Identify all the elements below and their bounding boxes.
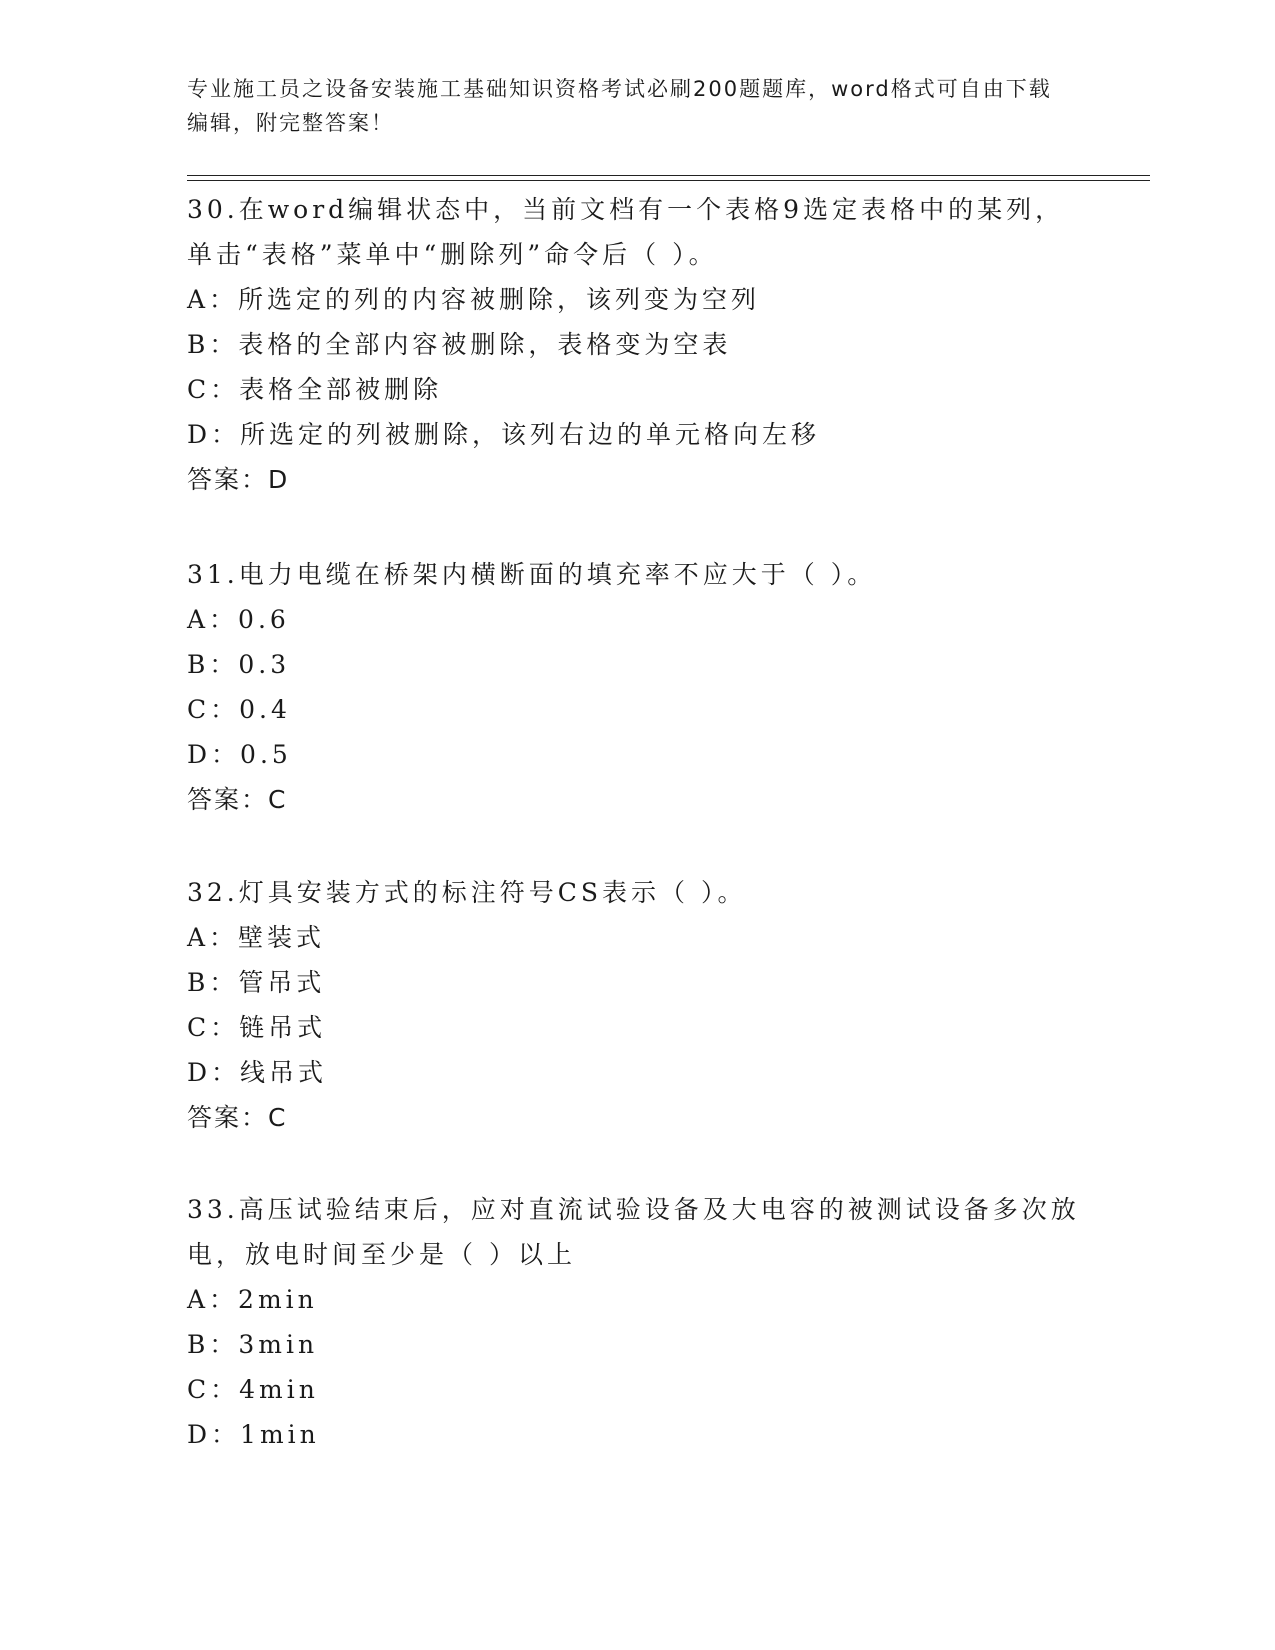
answer-label: 答案：D [187,465,290,494]
answer-label: 答案：C [187,785,288,814]
header-divider-top [187,175,1150,176]
option-b: B：3min [187,1330,319,1359]
option-c: C：4min [187,1375,319,1404]
option-a: A：壁装式 [187,923,326,952]
answer-label: 答案：C [187,1103,288,1132]
question-32 [187,870,1087,1140]
option-b: B：表格的全部内容被删除，表格变为空表 [187,330,732,359]
option-a: A：2min [187,1285,318,1314]
question-stem: 32.灯具安装方式的标注符号CS表示（ ）。 [187,878,747,907]
option-d: D：1min [187,1420,320,1449]
option-c: C：链吊式 [187,1013,327,1042]
header-divider-bottom [187,180,1150,181]
question-31 [187,552,1087,822]
question-33 [187,1187,1087,1457]
option-d: D：线吊式 [187,1058,328,1087]
option-b: B：管吊式 [187,968,326,997]
option-a: A：所选定的列的内容被删除，该列变为空列 [187,285,761,314]
option-d: D：所选定的列被删除，该列右边的单元格向左移 [187,420,821,449]
header-title: 专业施工员之设备安装施工基础知识资格考试必刷200题题库，word格式可自由下载编辑，附完整答案！ [187,77,1052,135]
option-d: D：0.5 [187,740,292,769]
document-header [187,72,1067,140]
question-stem: 30.在word编辑状态中，当前文档有一个表格9选定表格中的某列，单击“表格”菜单中“删除列”命令后（ ）。 [187,195,1065,269]
option-c: C：表格全部被删除 [187,375,443,404]
option-b: B：0.3 [187,650,291,679]
option-c: C：0.4 [187,695,291,724]
question-30 [187,187,1087,502]
question-stem: 31.电力电缆在桥架内横断面的填充率不应大于（ ）。 [187,560,877,589]
option-a: A：0.6 [187,605,290,634]
question-stem: 33.高压试验结束后，应对直流试验设备及大电容的被测试设备多次放电，放电时间至少是（ ）以上 [187,1195,1080,1269]
